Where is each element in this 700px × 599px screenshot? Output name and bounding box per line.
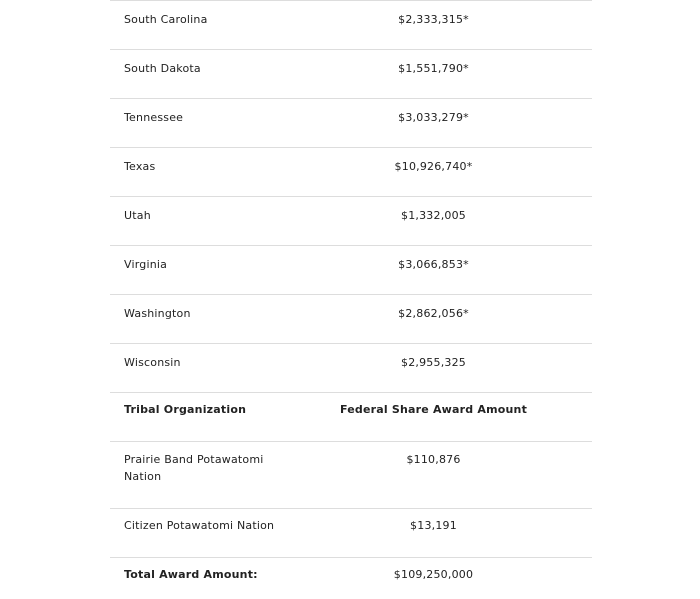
award-amount: $3,033,279* [285,99,592,148]
tribal-header-row [110,393,592,442]
award-amount: $2,333,315* [285,1,592,50]
state-name: South Dakota [110,50,285,99]
table-row [110,295,592,344]
award-amount: $1,551,790* [285,50,592,99]
award-amount: $13,191 [285,509,592,558]
tribe-name: Citizen Potawatomi Nation [110,509,285,558]
table-row [110,50,592,99]
state-name: Utah [110,197,285,246]
state-name: Texas [110,148,285,197]
award-amount: $1,332,005 [285,197,592,246]
table-row [110,1,592,50]
award-amount: $2,955,325 [285,344,592,393]
total-row [110,558,592,598]
state-name: Washington [110,295,285,344]
award-amount: $10,926,740* [285,148,592,197]
table-row [110,442,592,509]
table-row [110,99,592,148]
column-header-organization: Tribal Organization [110,393,285,442]
table-row [110,344,592,393]
total-amount: $109,250,000 [393,568,474,581]
table-row [110,509,592,558]
award-table [110,0,592,598]
state-name: Wisconsin [110,344,285,393]
total-label: Total Award Amount: [124,568,258,581]
column-header-amount: Federal Share Award Amount [285,393,592,442]
state-name: South Carolina [110,1,285,50]
award-amount: $3,066,853* [285,246,592,295]
table-row [110,197,592,246]
table-row [110,246,592,295]
tribe-name: Prairie Band Potawatomi Nation [110,442,285,509]
award-amount: $110,876 [285,442,592,509]
state-name: Virginia [110,246,285,295]
table-row [110,148,592,197]
award-amount: $2,862,056* [285,295,592,344]
state-name: Tennessee [110,99,285,148]
